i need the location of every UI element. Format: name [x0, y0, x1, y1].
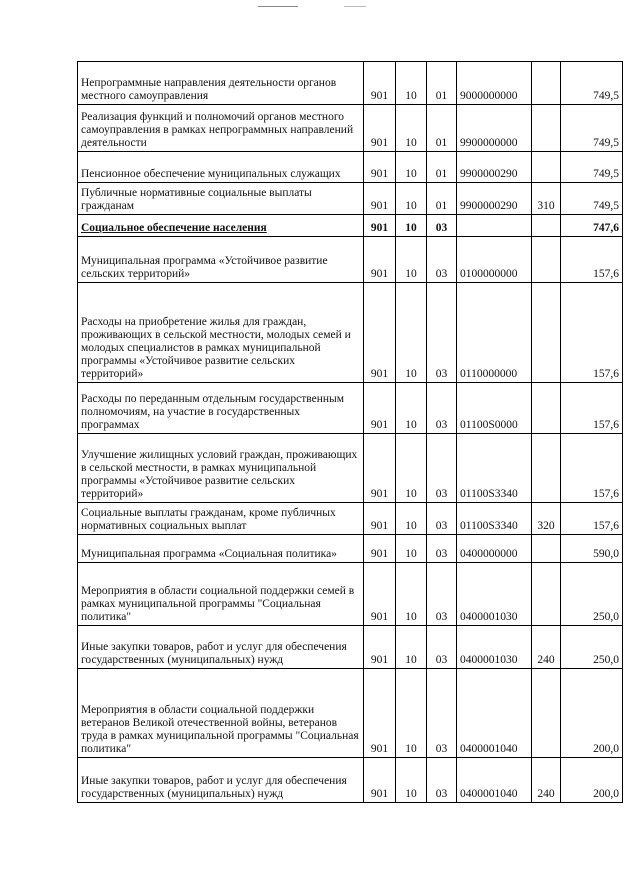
amount: 749,5 — [561, 183, 623, 215]
section-code: 10 — [396, 215, 427, 237]
department-code: 901 — [364, 237, 396, 283]
target-article-code: 01100S3340 — [457, 434, 532, 503]
subsection-code: 01 — [427, 152, 457, 183]
subsection-code: 03 — [427, 434, 457, 503]
amount: 157,6 — [561, 383, 623, 434]
expense-name: Расходы по переданным отдельным государственным полномочиям, на участие в государственных программах — [78, 383, 364, 434]
amount: 157,6 — [561, 503, 623, 535]
department-code: 901 — [364, 383, 396, 434]
section-code: 10 — [396, 434, 427, 503]
amount: 200,0 — [561, 669, 623, 758]
table-row — [78, 503, 623, 535]
target-article-code: 0100000000 — [457, 237, 532, 283]
section-code: 10 — [396, 237, 427, 283]
subsection-code: 03 — [427, 626, 457, 669]
expense-type-code — [532, 62, 561, 105]
expense-type-code: 240 — [532, 626, 561, 669]
expense-name: Социальные выплаты гражданам, кроме публичных нормативных социальных выплат — [78, 503, 364, 535]
amount: 590,0 — [561, 535, 623, 563]
table-row — [78, 215, 623, 237]
target-article-code: 9900000000 — [457, 105, 532, 152]
section-code: 10 — [396, 283, 427, 383]
target-article-code — [457, 215, 532, 237]
section-code: 10 — [396, 758, 427, 803]
amount: 250,0 — [561, 626, 623, 669]
table-row — [78, 237, 623, 283]
expense-name: Публичные нормативные социальные выплаты гражданам — [78, 183, 364, 215]
expense-name: Социальное обеспечение населения — [78, 215, 364, 237]
table-row — [78, 105, 623, 152]
subsection-code: 01 — [427, 62, 457, 105]
expense-type-code: 240 — [532, 758, 561, 803]
amount: 749,5 — [561, 105, 623, 152]
department-code: 901 — [364, 503, 396, 535]
scan-mark — [344, 6, 366, 7]
expense-type-code — [532, 383, 561, 434]
amount: 157,6 — [561, 237, 623, 283]
target-article-code: 0400001030 — [457, 626, 532, 669]
target-article-code: 0400001040 — [457, 669, 532, 758]
expense-type-code — [532, 535, 561, 563]
expense-type-code — [532, 237, 561, 283]
expense-name: Муниципальная программа «Устойчивое развитие сельских территорий» — [78, 237, 364, 283]
expense-name: Мероприятия в области социальной поддержки ветеранов Великой отечественной войны, ветеранов труда в рамках муниципальной программы "Социальная политика" — [78, 669, 364, 758]
table-row — [78, 669, 623, 758]
section-code: 10 — [396, 152, 427, 183]
target-article-code: 0110000000 — [457, 283, 532, 383]
target-article-code: 9900000290 — [457, 183, 532, 215]
subsection-code: 03 — [427, 237, 457, 283]
expense-type-code — [532, 215, 561, 237]
target-article-code: 0400001040 — [457, 758, 532, 803]
subsection-code: 01 — [427, 105, 457, 152]
target-article-code: 01100S0000 — [457, 383, 532, 434]
section-code: 10 — [396, 503, 427, 535]
subsection-code: 03 — [427, 563, 457, 626]
target-article-code: 9900000290 — [457, 152, 532, 183]
section-code: 10 — [396, 535, 427, 563]
target-article-code: 01100S3340 — [457, 503, 532, 535]
section-code: 10 — [396, 183, 427, 215]
table-row — [78, 152, 623, 183]
table-row — [78, 434, 623, 503]
section-code: 10 — [396, 62, 427, 105]
target-article-code: 0400001030 — [457, 563, 532, 626]
table-row — [78, 183, 623, 215]
expense-type-code — [532, 152, 561, 183]
department-code: 901 — [364, 105, 396, 152]
expense-type-code — [532, 563, 561, 626]
department-code: 901 — [364, 62, 396, 105]
section-code: 10 — [396, 669, 427, 758]
expense-name: Муниципальная программа «Социальная политика» — [78, 535, 364, 563]
amount: 747,6 — [561, 215, 623, 237]
expense-name: Пенсионное обеспечение муниципальных служащих — [78, 152, 364, 183]
subsection-code: 03 — [427, 215, 457, 237]
department-code: 901 — [364, 183, 396, 215]
section-code: 10 — [396, 105, 427, 152]
department-code: 901 — [364, 758, 396, 803]
department-code: 901 — [364, 669, 396, 758]
expense-name: Улучшение жилищных условий граждан, проживающих в сельской местности, в рамках муниципальной программы «Устойчивое развитие сельских территорий» — [78, 434, 364, 503]
subsection-code: 03 — [427, 503, 457, 535]
section-code: 10 — [396, 626, 427, 669]
table-row — [78, 626, 623, 669]
table-row — [78, 383, 623, 434]
expense-name: Иные закупки товаров, работ и услуг для обеспечения государственных (муниципальных) нужд — [78, 626, 364, 669]
table-row — [78, 62, 623, 105]
department-code: 901 — [364, 434, 396, 503]
subsection-code: 03 — [427, 535, 457, 563]
target-article-code: 0400000000 — [457, 535, 532, 563]
amount: 157,6 — [561, 283, 623, 383]
expense-type-code — [532, 669, 561, 758]
expense-name: Непрограммные направления деятельности органов местного самоуправления — [78, 62, 364, 105]
subsection-code: 01 — [427, 183, 457, 215]
target-article-code: 9000000000 — [457, 62, 532, 105]
section-code: 10 — [396, 563, 427, 626]
department-code: 901 — [364, 215, 396, 237]
expense-type-code: 320 — [532, 503, 561, 535]
table-row — [78, 563, 623, 626]
expense-name: Реализация функций и полномочий органов местного самоуправления в рамках непрограммных направлений деятельности — [78, 105, 364, 152]
budget-table — [77, 61, 623, 803]
section-code: 10 — [396, 383, 427, 434]
department-code: 901 — [364, 626, 396, 669]
expense-name: Иные закупки товаров, работ и услуг для обеспечения государственных (муниципальных) нужд — [78, 758, 364, 803]
amount: 250,0 — [561, 563, 623, 626]
subsection-code: 03 — [427, 283, 457, 383]
subsection-code: 03 — [427, 383, 457, 434]
department-code: 901 — [364, 535, 396, 563]
expense-type-code — [532, 105, 561, 152]
subsection-code: 03 — [427, 669, 457, 758]
table-row — [78, 283, 623, 383]
table-row — [78, 758, 623, 803]
department-code: 901 — [364, 152, 396, 183]
expense-type-code — [532, 283, 561, 383]
expense-type-code: 310 — [532, 183, 561, 215]
department-code: 901 — [364, 563, 396, 626]
amount: 749,5 — [561, 62, 623, 105]
scan-mark — [258, 6, 298, 7]
amount: 200,0 — [561, 758, 623, 803]
amount: 749,5 — [561, 152, 623, 183]
expense-type-code — [532, 434, 561, 503]
expense-name: Расходы на приобретение жилья для граждан, проживающих в сельской местности, молодых семей и молодых специалистов в рамках муниципальной программы «Устойчивое развитие сельских территорий» — [78, 283, 364, 383]
table-row — [78, 535, 623, 563]
expense-name: Мероприятия в области социальной поддержки семей в рамках муниципальной программы "Социальная политика" — [78, 563, 364, 626]
department-code: 901 — [364, 283, 396, 383]
amount: 157,6 — [561, 434, 623, 503]
subsection-code: 03 — [427, 758, 457, 803]
